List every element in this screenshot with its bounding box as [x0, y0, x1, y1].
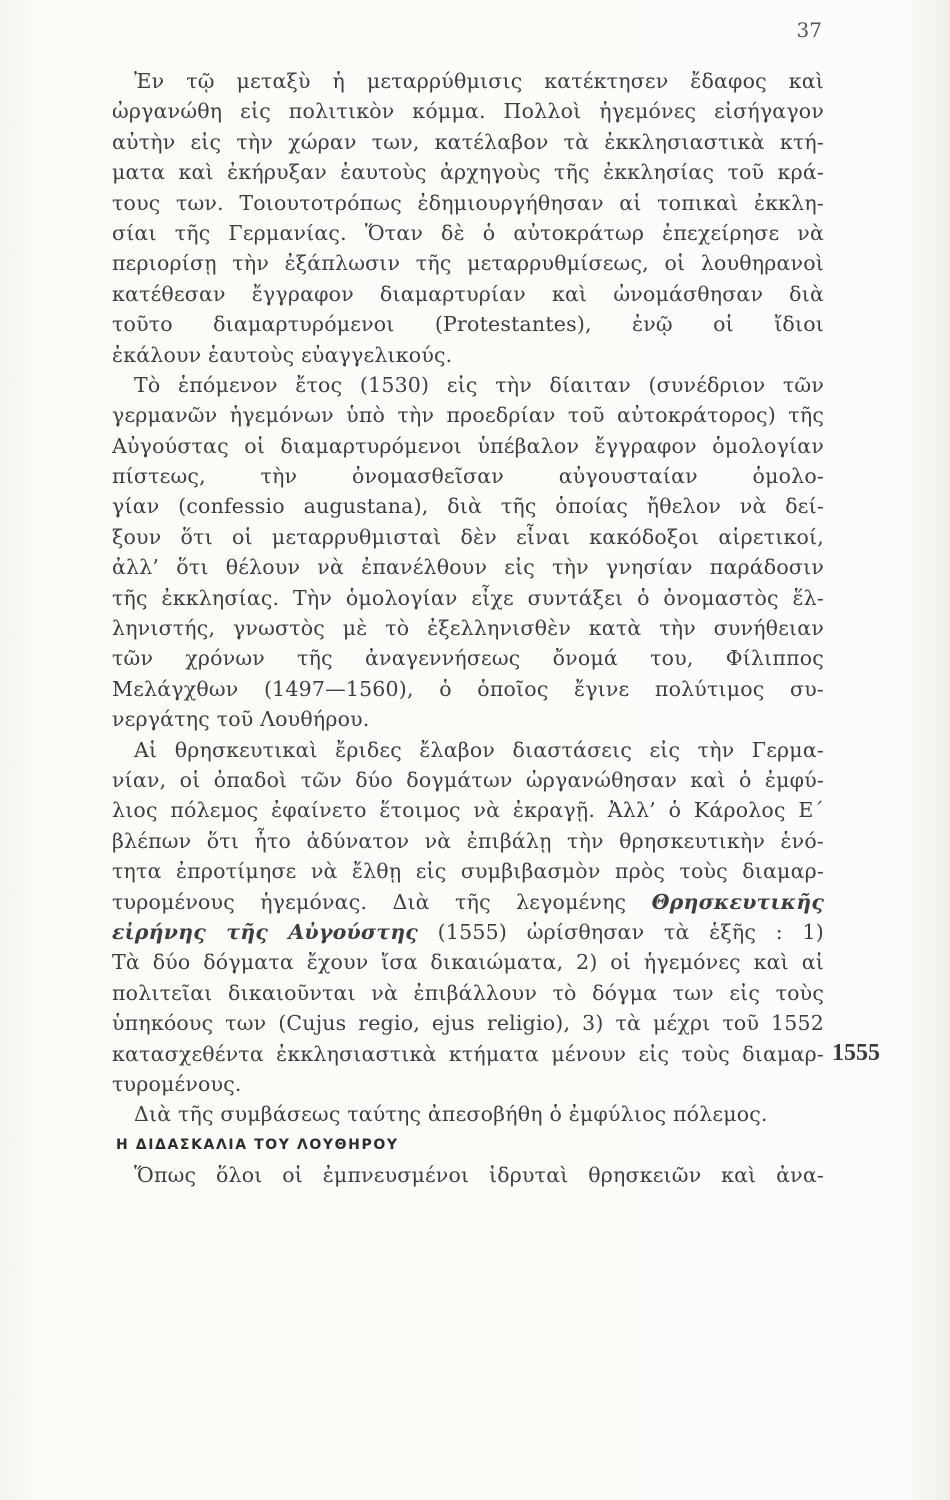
text-line: κατέθεσαν ἔγγραφον διαμαρτυρίαν καὶ ὠνομάσθησαν διὰ [112, 281, 824, 306]
text-line: Διὰ τῆς συμβάσεως ταύτης ἀπεσοβήθη ὁ ἐμφύλιος πόλεμος. [134, 1102, 768, 1127]
text-line: περιορίσῃ τὴν ἐξάπλωσιν τῆς μεταρρυθμίσεως, οἱ λουθηρανοὶ [112, 251, 824, 276]
body-text [112, 66, 824, 1190]
text-line: τυρομένους. [112, 1071, 242, 1096]
emphasis-term: Θρησκευτικῆς [651, 889, 825, 914]
text-line: Αἱ θρησκευτικαὶ ἔριδες ἔλαβον διαστάσεις εἰς τὴν Γερμα- [134, 737, 824, 762]
text-line: Αὐγούστας οἱ διαμαρτυρόμενοι ὑπέβαλον ἔγγραφον ὁμολογίαν [112, 433, 824, 458]
text-line: τητα ἐπροτίμησε νὰ ἔλθῃ εἰς συμβιβασμὸν πρὸς τοὺς διαμαρ- [112, 859, 824, 884]
text-line: ξουν ὅτι οἱ μεταρρυθμισταὶ δὲν εἶναι κακόδοξοι αἱρετικοί, [112, 524, 824, 549]
text-line: Τὰ δύο δόγματα ἔχουν ἴσα δικαιώματα, 2) οἱ ἡγεμόνες καὶ αἱ [112, 950, 824, 975]
text-line [112, 917, 824, 947]
text-line: Μελάγχθων (1497—1560), ὁ ὁποῖος ἔγινε πολύτιμος συ- [112, 676, 824, 701]
text-line: ὠργανώθη εἰς πολιτικὸν κόμμα. Πολλοὶ ἡγεμόνες εἰσήγαγον [112, 99, 824, 124]
text-line: αὐτὴν εἰς τὴν χώραν των, κατέλαβον τὰ ἐκκλησιαστικὰ κτή- [112, 129, 824, 154]
text-line: ἐκάλουν ἑαυτοὺς εὐαγγελικούς. [112, 342, 453, 367]
text-line: βλέπων ὅτι ἦτο ἀδύνατον νὰ ἐπιβάλῃ τὴν θρησκευτικὴν ἑνό- [112, 828, 824, 853]
text-line [112, 887, 824, 917]
text-line: κατασχεθέντα ἐκκλησιαστικὰ κτήματα μένουν εἰς τοὺς διαμαρ- [112, 1041, 824, 1066]
page-number: 37 [796, 18, 822, 42]
text-line: ληνιστής, γνωστὸς μὲ τὸ ἐξελληνισθὲν κατὰ τὴν συνήθειαν [112, 616, 824, 641]
text-line: πίστεως, τὴν ὀνομασθεῖσαν αὐγουσταίαν ὁμολο- [112, 464, 824, 489]
margin-year-note: 1555 [832, 1040, 880, 1066]
text-line: Ὅπως ὅλοι οἱ ἐμπνευσμένοι ἱδρυταὶ θρησκειῶν καὶ ἀνα- [134, 1163, 824, 1188]
text-line: τοῦτο διαμαρτυρόμενοι (Protestantes), ἐνῷ οἱ ἴδιοι [112, 312, 824, 337]
text-segment: (1555) ὡρίσθησαν τὰ ἑξῆς : 1) [437, 919, 824, 944]
text-line: γερμανῶν ἡγεμόνων ὑπὸ τὴν προεδρίαν τοῦ αὐτοκράτορος) τῆς [112, 403, 824, 428]
text-line: Τὸ ἑπόμενον ἔτος (1530) εἰς τὴν δίαιταν (συνέδριον τῶν [134, 372, 824, 397]
text-line: τῆς ἐκκλησίας. Τὴν ὁμολογίαν εἶχε συντάξει ὁ ὀνομαστὸς ἕλ- [112, 585, 824, 610]
text-line: Ἐν τῷ μεταξὺ ἡ μεταρρύθμισις κατέκτησεν ἔδαφος καὶ [134, 69, 824, 93]
text-line: πολιτεῖαι δικαιοῦνται νὰ ἐπιβάλλουν τὸ δόγμα των εἰς τοὺς [112, 980, 824, 1005]
text-segment: τυρομένους ἡγεμόνας. Διὰ τῆς λεγομένης [112, 889, 627, 914]
text-line: σίαι τῆς Γερμανίας. Ὅταν δὲ ὁ αὐτοκράτωρ ἐπεχείρησε νὰ [112, 220, 824, 245]
text-line: νίαν, οἱ ὀπαδοὶ τῶν δύο δογμάτων ὠργανώθησαν καὶ ὁ ἐμφύ- [112, 767, 824, 792]
text-line: ὑπηκόους των (Cujus regio, ejus religio), 3) τὰ μέχρι τοῦ 1552 [112, 1011, 824, 1036]
text-line: τους των. Τοιουτοτρόπως ἐδημιουργήθησαν αἱ τοπικαὶ ἐκκλη- [112, 190, 824, 215]
text-line: ἀλλ’ ὅτι θέλουν νὰ ἐπανέλθουν εἰς τὴν γνησίαν παράδοσιν [112, 555, 824, 580]
section-heading: Η ΔΙΔΑΣΚΑΛΙΑ ΤΟΥ ΛΟΥΘΗΡΟΥ [116, 1136, 399, 1153]
text-line: νεργάτης τοῦ Λουθήρου. [112, 707, 370, 732]
emphasis-term: εἰρήνης τῆς Αὐγούστης [112, 919, 418, 944]
text-line: τῶν χρόνων τῆς ἀναγεννήσεως ὄνομά του, Φίλιππος [112, 646, 824, 671]
text-line: ματα καὶ ἐκήρυξαν ἑαυτοὺς ἀρχηγοὺς τῆς ἐκκλησίας τοῦ κρά- [112, 160, 824, 185]
text-line: λιος πόλεμος ἐφαίνετο ἕτοιμος νὰ ἐκραγῇ. Ἀλλ’ ὁ Κάρολος Ε΄ [112, 798, 824, 823]
text-line: γίαν (confessio augustana), διὰ τῆς ὁποίας ἤθελον νὰ δεί- [112, 494, 824, 519]
